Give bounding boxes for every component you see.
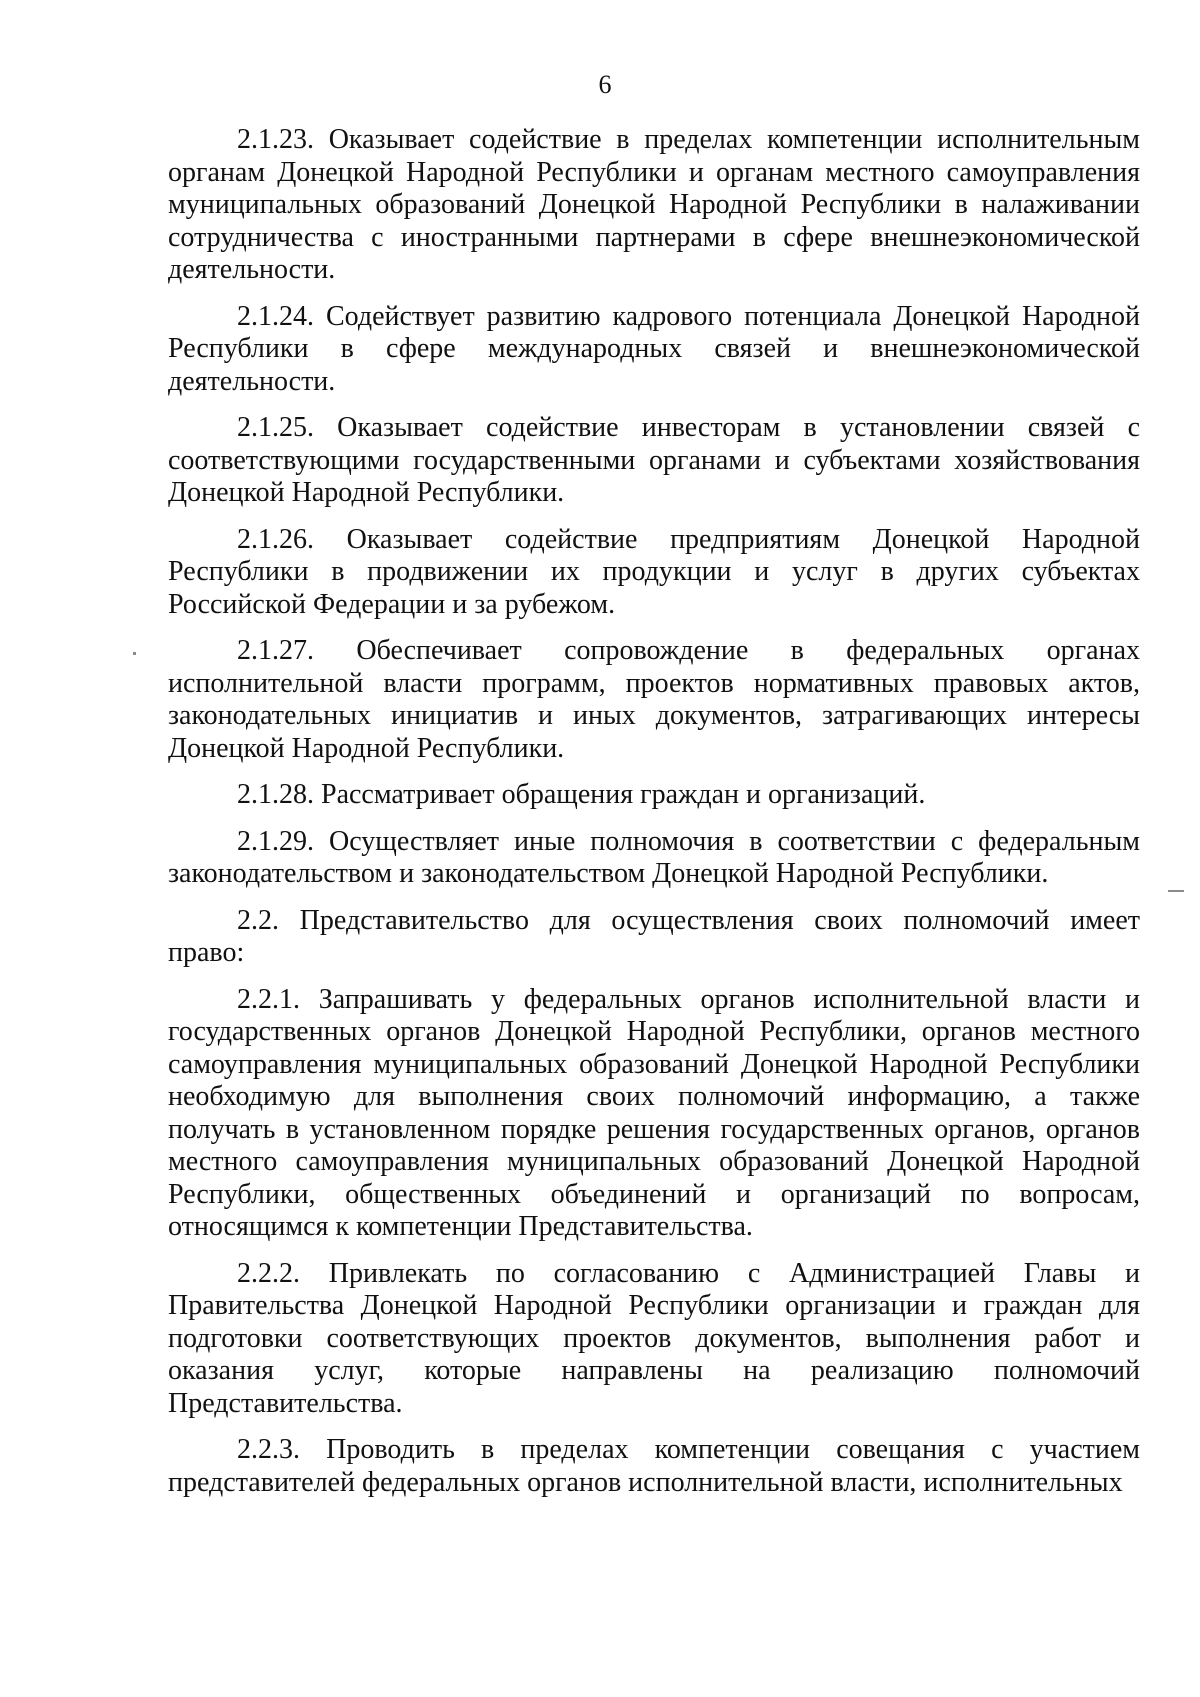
paragraph-2-1-26: 2.1.26. Оказывает содействие предприятиям Донецкой Народной Республики в продвижении их продукции и услуг в других субъектах Российской Федерации и за рубежом. xyxy=(168,523,1140,620)
scan-margin-mark xyxy=(1168,890,1184,892)
paragraph-2-2: 2.2. Представительство для осуществления своих полномочий имеет право: xyxy=(168,904,1140,968)
paragraph-2-1-23: 2.1.23. Оказывает содействие в пределах компетенции исполнительным органам Донецкой Народной Республики и органам местного самоуправления муниципальных образований Донецкой Народной Республики в налаживании сотрудничества с иностранными партнерами в сфере внешнеэкономической деятельности. xyxy=(168,124,1140,285)
scan-speck xyxy=(133,652,136,655)
paragraph-2-1-29: 2.1.29. Осуществляет иные полномочия в соответствии с федеральным законодательством и законодательством Донецкой Народной Республики. xyxy=(168,825,1140,889)
paragraph-2-1-25: 2.1.25. Оказывает содействие инвесторам в установлении связей с соответствующими государственными органами и субъектами хозяйствования Донецкой Народной Республики. xyxy=(168,412,1140,508)
paragraph-2-2-1: 2.2.1. Запрашивать у федеральных органов исполнительной власти и государственных органов Донецкой Народной Республики, органов местного самоуправления муниципальных образований Донецкой Народной Республики необходимую для выполнения своих полномочий информацию, а также получать в установленном порядке решения государственных органов, органов местного самоуправления муниципальных образований Донецкой Народной Республики, общественных объединений и организаций по вопросам, относящимся к компетенции Представительства. xyxy=(168,983,1140,1242)
page-number: 6 xyxy=(598,70,612,99)
paragraph-2-2-3: 2.2.3. Проводить в пределах компетенции совещания с участием представителей федеральных органов исполнительной власти, исполнительных xyxy=(168,1434,1140,1498)
document-body xyxy=(168,124,1140,1509)
paragraph-2-1-24: 2.1.24. Содействует развитию кадрового потенциала Донецкой Народной Республики в сфере международных связей и внешнеэкономической деятельности. xyxy=(168,300,1140,397)
paragraph-2-1-27: 2.1.27. Обеспечивает сопровождение в федеральных органах исполнительной власти программ, проектов нормативных правовых актов, законодательных инициатив и иных документов, затрагивающих интересы Донецкой Народной Республики. xyxy=(168,635,1140,764)
paragraph-2-1-28: 2.1.28. Рассматривает обращения граждан и организаций. xyxy=(237,779,926,810)
paragraph-2-2-2: 2.2.2. Привлекать по согласованию с Администрацией Главы и Правительства Донецкой Народной Республики организации и граждан для подготовки соответствующих проектов документов, выполнения работ и оказания услуг, которые направлены на реализацию полномочий Представительства. xyxy=(168,1257,1140,1419)
